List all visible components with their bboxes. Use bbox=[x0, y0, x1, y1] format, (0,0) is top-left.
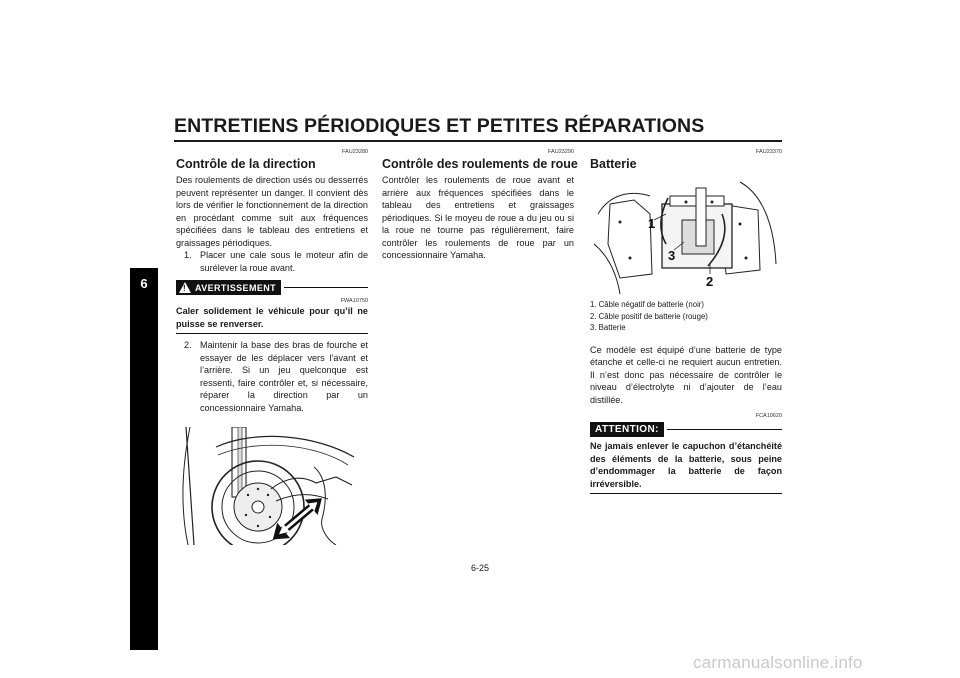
step-2-text: Maintenir la base des bras de fourche et essayer de les déplacer vers l’avant et l’arrière. Si un jeu quelconque est ressenti, faire contrôler et, si nécessaire, réparer la direction par un concessionnaire Yamaha. bbox=[200, 340, 368, 413]
caption-1: 1. Câble négatif de batterie (noir) bbox=[590, 300, 704, 309]
column-steering bbox=[176, 148, 368, 550]
caution-label: ATTENTION: bbox=[595, 424, 659, 435]
warning-rule bbox=[284, 287, 368, 288]
chapter-tab-number: 6 bbox=[140, 276, 148, 291]
callout-1: 1 bbox=[648, 216, 656, 231]
section-title-steering: Contrôle de la direction bbox=[176, 157, 316, 171]
step-2 bbox=[184, 339, 368, 414]
step-1-text: Placer une cale sous le moteur afin de surélever la roue avant. bbox=[200, 250, 368, 273]
page-number: 6-25 bbox=[470, 563, 489, 573]
caution-header bbox=[590, 422, 782, 437]
step-2-number: 2. bbox=[184, 340, 192, 350]
section-code: FAU23370 bbox=[756, 149, 782, 155]
caution-badge bbox=[590, 422, 664, 437]
section-code: FAU23280 bbox=[342, 149, 368, 155]
caution-end-rule bbox=[590, 493, 782, 494]
caption-2: 2. Câble positif de batterie (rouge) bbox=[590, 311, 708, 321]
battery-paragraph: Ce modèle est équipé d’une batterie de type étanche et celle-ci ne requiert aucun entretien. Il n’est donc pas nécessaire de contrôler le niveau d’électrolyte ni d’ajouter de l’eau distillée. bbox=[590, 344, 782, 405]
front-wheel-illustration bbox=[176, 427, 368, 545]
callout-3: 3 bbox=[668, 248, 676, 263]
step-1 bbox=[184, 249, 368, 274]
section-title-wheel-bearings: Contrôle des roulements de roue bbox=[382, 157, 578, 171]
header-rule bbox=[174, 140, 782, 142]
section-title-battery: Batterie bbox=[590, 157, 637, 171]
step-1-number: 1. bbox=[184, 250, 192, 260]
warning-triangle-icon: ! bbox=[179, 282, 191, 293]
callout-2: 2 bbox=[706, 274, 714, 289]
steering-paragraph: Des roulements de direction usés ou desserrés peuvent représenter un danger. Il convient dès lors de vérifier le fonctionnement de la direction en procédant comme suit aux fréquences spécifiées dans le tableau des entretiens et graissages périodiques. bbox=[176, 175, 368, 248]
warning-badge bbox=[176, 280, 281, 295]
caption-3: 3. Batterie bbox=[590, 323, 626, 332]
column-battery bbox=[590, 148, 782, 499]
column-wheel-bearings bbox=[382, 148, 578, 262]
caution-code: FCA10620 bbox=[755, 413, 782, 419]
section-code: FAU23290 bbox=[548, 149, 574, 155]
page-header-title: ENTRETIENS PÉRIODIQUES ET PETITES RÉPARATIONS bbox=[174, 115, 705, 137]
watermark-text: carmanualsonline.info bbox=[693, 653, 863, 672]
warning-end-rule bbox=[176, 333, 368, 334]
chapter-tab bbox=[130, 268, 158, 650]
caution-rule bbox=[667, 429, 782, 430]
warning-label: AVERTISSEMENT bbox=[195, 282, 277, 293]
warning-code: FWA10750 bbox=[340, 298, 368, 304]
warning-text: Caler solidement le véhicule pour qu’il ne puisse se renverser. bbox=[176, 306, 368, 329]
warning-header bbox=[176, 280, 368, 295]
caution-text: Ne jamais enlever le capuchon d’étanchéité des éléments de la batterie, sous peine d’endommager la batterie de façon irréversible. bbox=[590, 441, 782, 489]
battery-illustration bbox=[590, 174, 782, 294]
wheel-bearings-paragraph: Contrôler les roulements de roue avant et arrière aux fréquences spécifiées dans le tableau des entretiens et graissages périodiques. Si le moyeu de roue a du jeu ou si la roue ne tourne pas régulièrement, faire contrôler les roulements de roue par un concessionnaire Yamaha. bbox=[382, 175, 574, 260]
